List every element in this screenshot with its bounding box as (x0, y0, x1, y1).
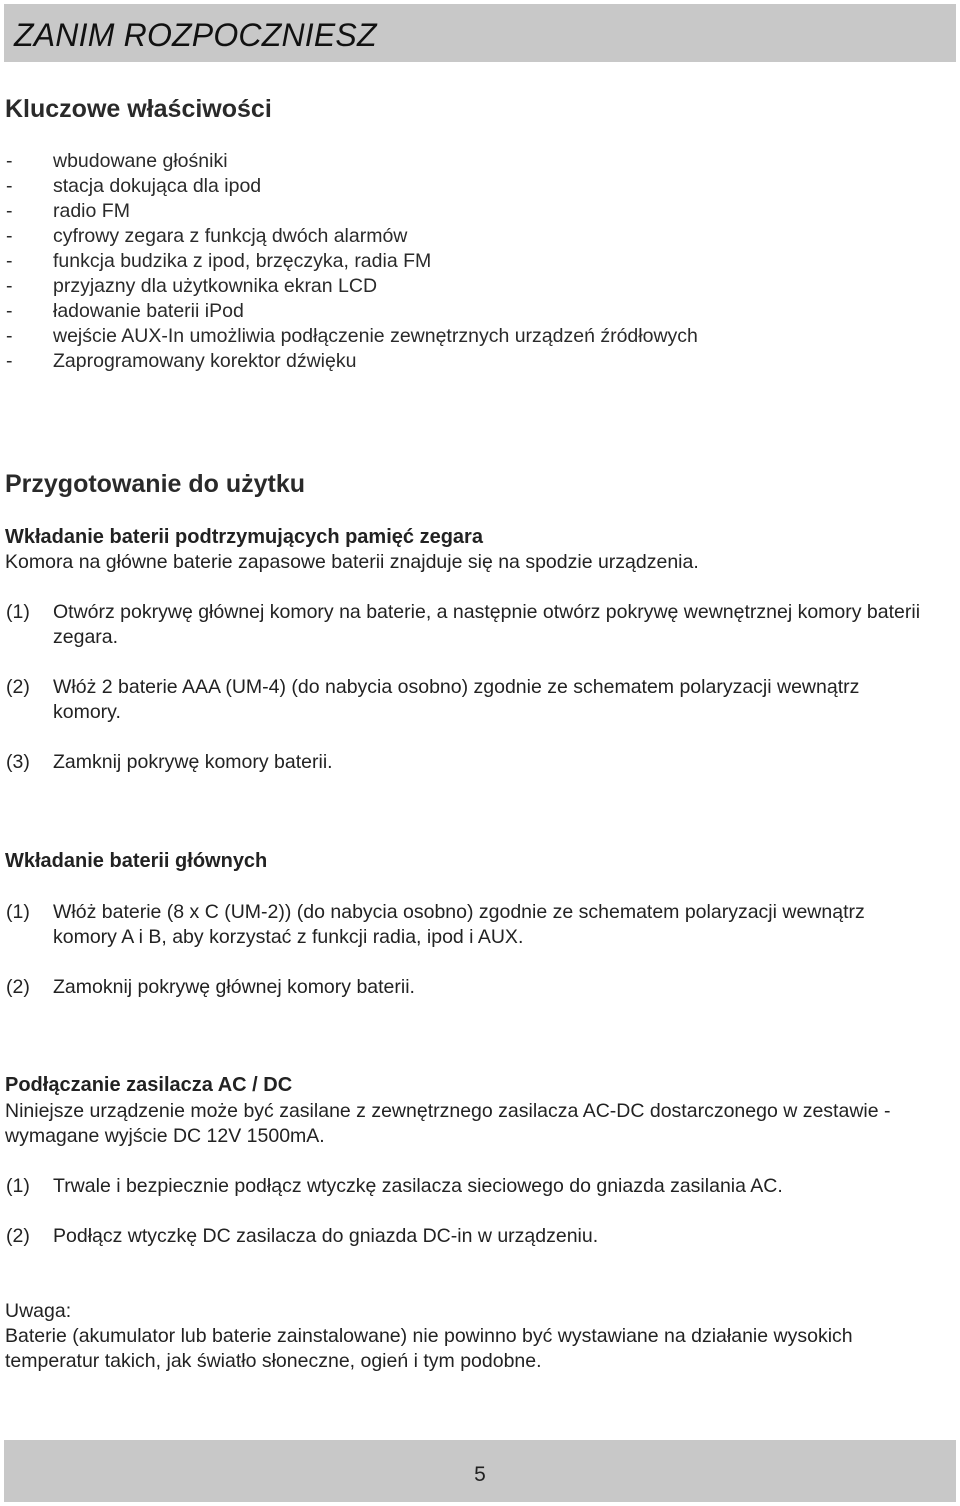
note-label: Uwaga: (5, 1300, 72, 1322)
step-text: Włóż baterie (8 x C (UM-2)) (do nabycia osobno) zgodnie ze schematem polaryzacji wewnątrz komory A i B, aby korzystać z funkcji radia, ipod i AUX. (53, 901, 865, 948)
main-battery-heading: Wkładanie baterii głównych (5, 850, 268, 872)
header-bar (4, 4, 956, 62)
step-number: (1) (6, 901, 30, 923)
step-number: (2) (6, 976, 30, 998)
step-text: Włóż 2 baterie AAA (UM-4) (do nabycia osobno) zgodnie ze schematem polaryzacji wewnątrz komory. (53, 676, 860, 723)
backup-battery-intro: Komora na główne baterie zapasowe baterii znajduje się na spodzie urządzenia. (5, 551, 699, 573)
note-text: Baterie (akumulator lub baterie zainstalowane) nie powinno być wystawiane na działanie wysokich temperatur takich, jak światło słoneczne, ogień i tym podobne. (5, 1325, 853, 1372)
features-heading: Kluczowe właściwości (5, 95, 272, 123)
step-number: (1) (6, 601, 30, 623)
page-title: ZANIM ROZPOCZNIESZ (14, 17, 377, 53)
step-text: Trwale i bezpiecznie podłącz wtyczkę zasilacza sieciowego do gniazda zasilania AC. (53, 1175, 783, 1197)
step-number: (2) (6, 1225, 30, 1247)
footer-bar (4, 1440, 956, 1502)
step-number: (3) (6, 751, 30, 773)
backup-battery-heading: Wkładanie baterii podtrzymujących pamięć zegara (5, 526, 483, 548)
step-text: Zamoknij pokrywę głównej komory baterii. (53, 976, 415, 998)
ac-adapter-intro: Niniejsze urządzenie może być zasilane z zewnętrznego zasilacza AC-DC dostarczonego w zestawie - wymagane wyjście DC 12V 1500mA. (5, 1100, 891, 1147)
step-text: Podłącz wtyczkę DC zasilacza do gniazda DC-in w urządzeniu. (53, 1225, 599, 1247)
preparation-heading: Przygotowanie do użytku (5, 470, 306, 498)
step-text: Zamknij pokrywę komory baterii. (53, 751, 333, 773)
step-number: (2) (6, 676, 30, 698)
step-number: (1) (6, 1175, 30, 1197)
page-number: 5 (474, 1463, 486, 1486)
step-text: Otwórz pokrywę głównej komory na baterie, a następnie otwórz pokrywę wewnętrznej komory baterii zegara. (53, 601, 921, 648)
ac-adapter-heading: Podłączanie zasilacza AC / DC (5, 1074, 293, 1096)
